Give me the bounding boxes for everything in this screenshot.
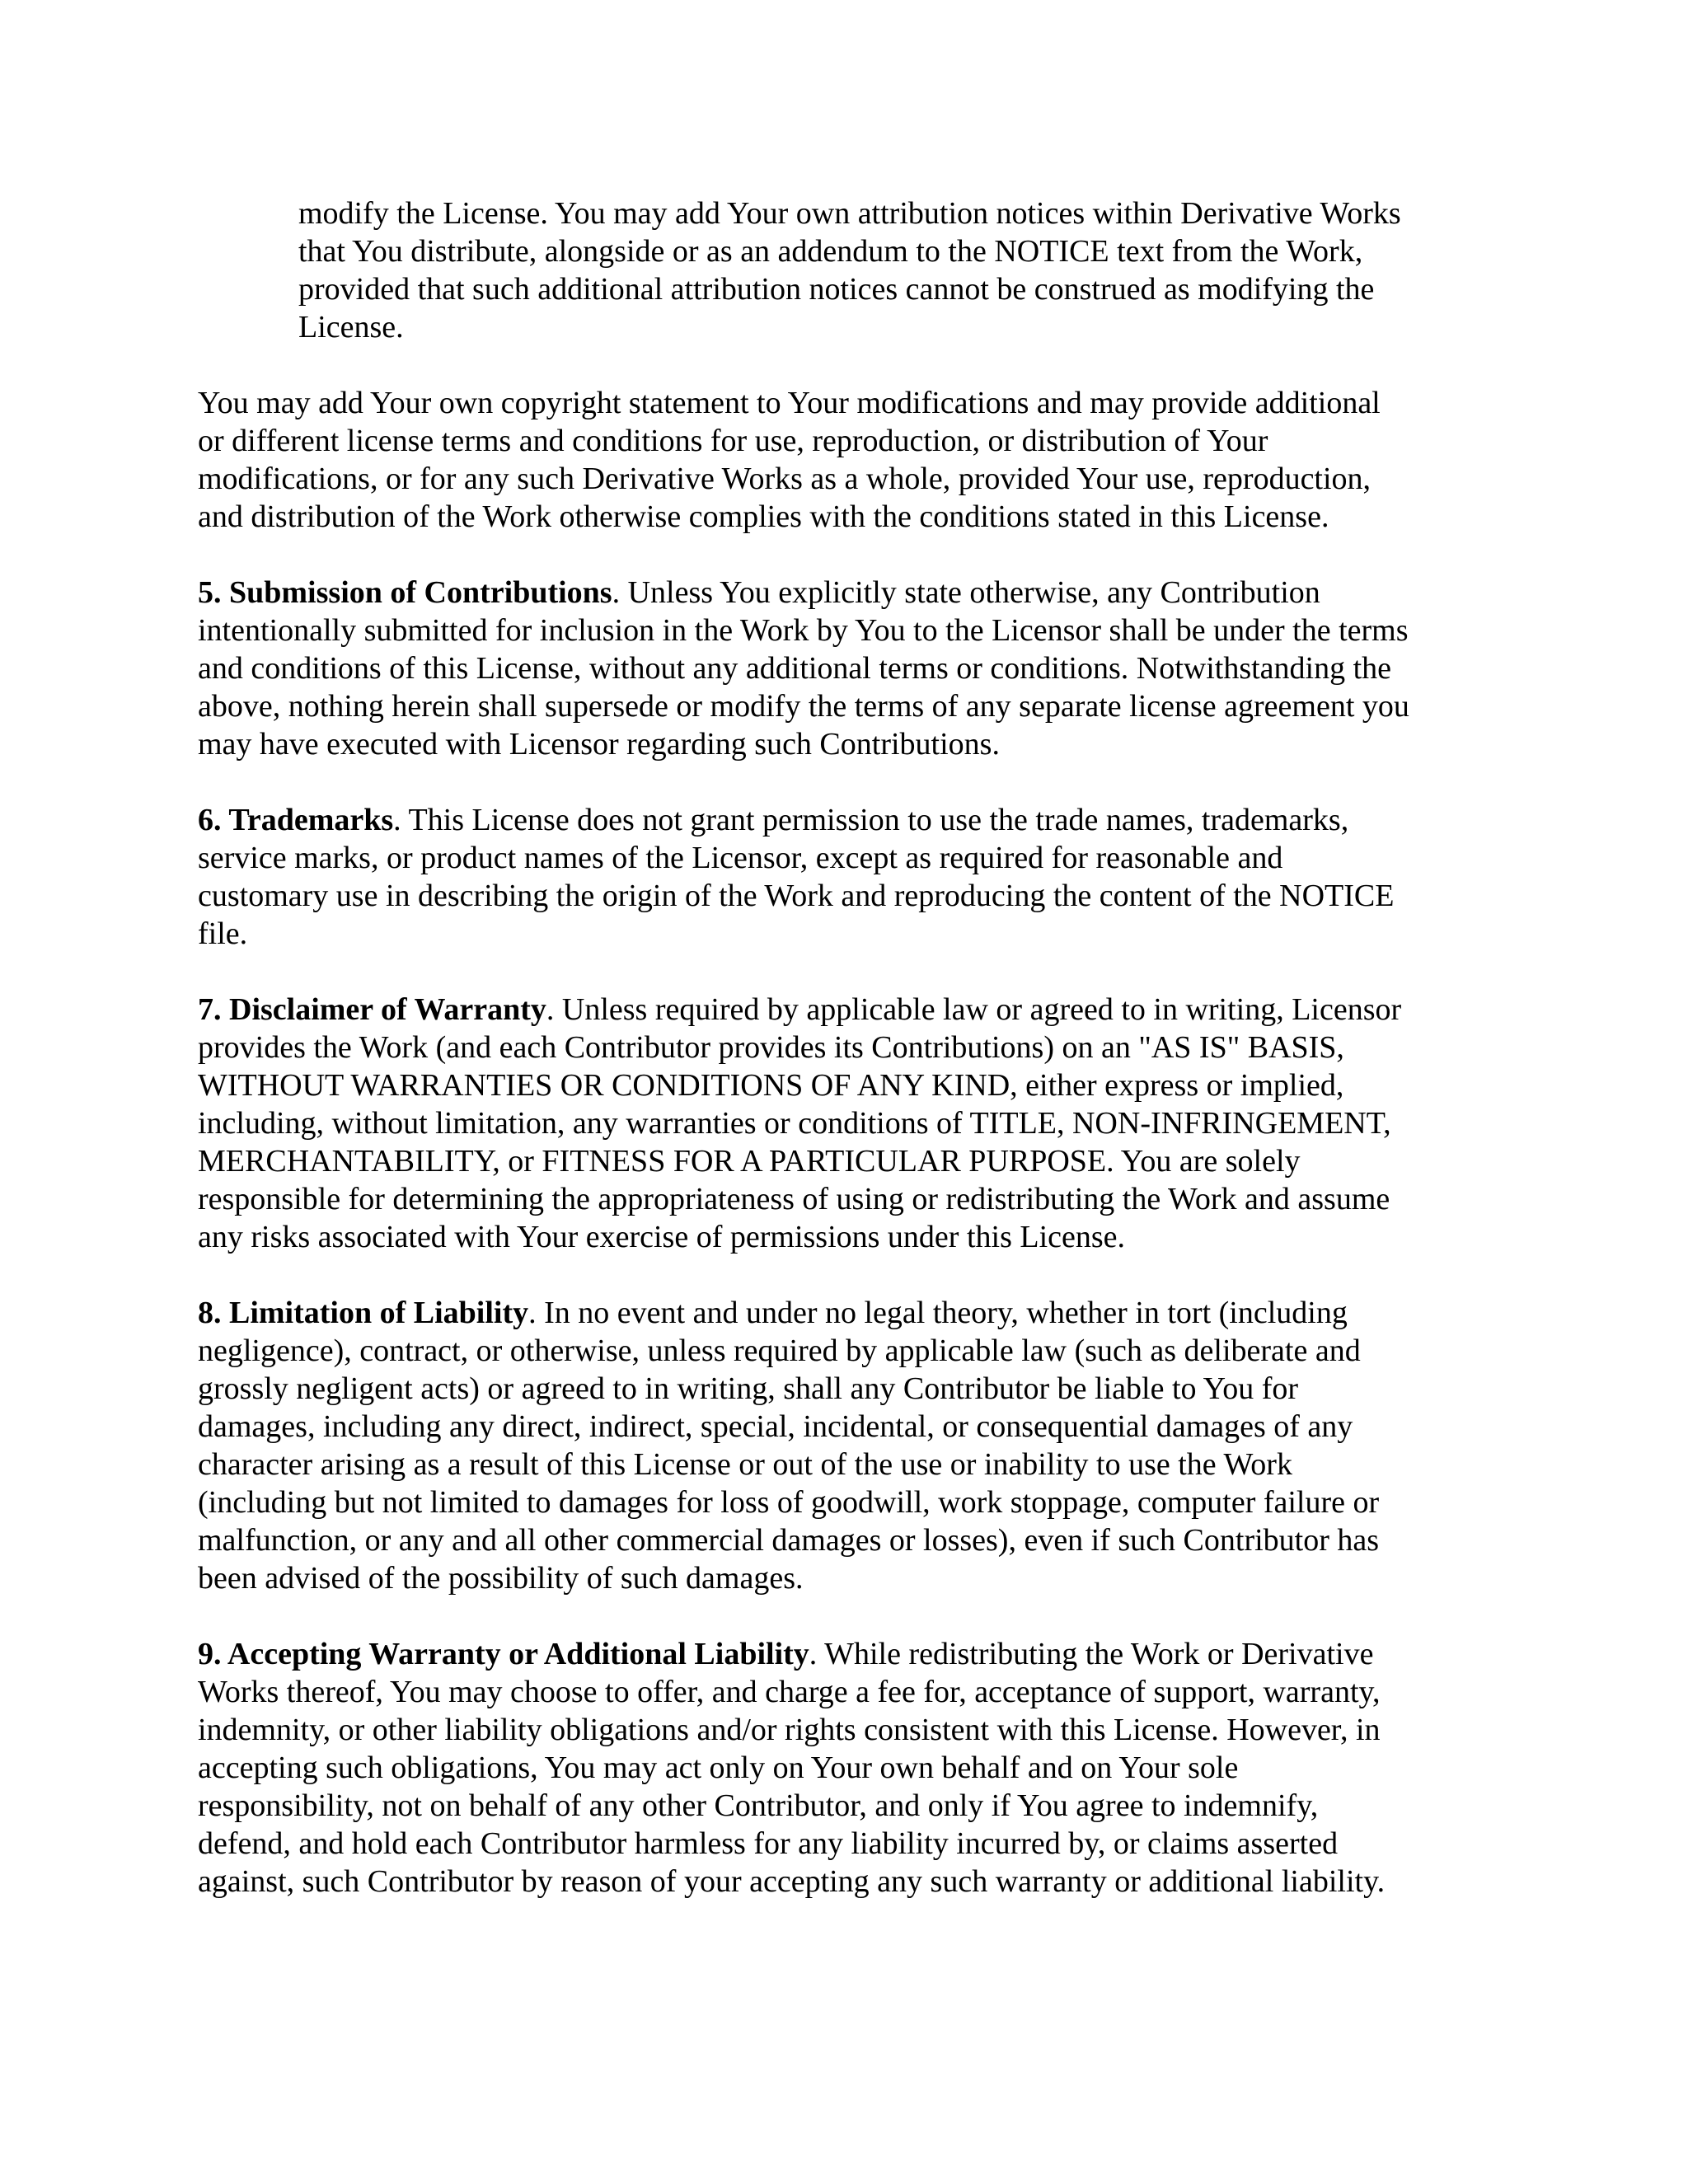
paragraph-line: may have executed with Licensor regarding such Contributions.	[198, 727, 1000, 762]
section-5-submission-of-contributions	[198, 574, 1409, 763]
paragraph-line: indemnity, or other liability obligations and/or rights consistent with this License. However, in	[198, 1713, 1381, 1747]
paragraph-line: damages, including any direct, indirect, special, incidental, or consequential damages of any	[198, 1409, 1353, 1444]
paragraph-text: . While redistributing the Work or Derivative	[809, 1637, 1374, 1671]
section-8-limitation-of-liability	[198, 1294, 1379, 1597]
paragraph-line: WITHOUT WARRANTIES OR CONDITIONS OF ANY KIND, either express or implied,	[198, 1068, 1344, 1103]
paragraph-line: accepting such obligations, You may act only on Your own behalf and on Your sole	[198, 1750, 1239, 1785]
section-heading: 8. Limitation of Liability	[198, 1296, 529, 1330]
paragraph-line: any risks associated with Your exercise of permissions under this License.	[198, 1220, 1126, 1254]
paragraph-line: malfunction, or any and all other commercial damages or losses), even if such Contributor has	[198, 1523, 1380, 1558]
section-heading: 9. Accepting Warranty or Additional Liability	[198, 1637, 809, 1671]
paragraph-line	[198, 801, 1394, 839]
paragraph-line: grossly negligent acts) or agreed to in writing, shall any Contributor be liable to You for	[198, 1371, 1299, 1406]
paragraph-line: modifications, or for any such Derivative Works as a whole, provided Your use, reproduction,	[198, 462, 1372, 496]
paragraph-line: including, without limitation, any warranties or conditions of TITLE, NON-INFRINGEMENT,	[198, 1106, 1391, 1141]
paragraph-text: . Unless You explicitly state otherwise, any Contribution	[612, 575, 1320, 610]
section-6-trademarks	[198, 801, 1394, 953]
paragraph-line: License.	[298, 310, 404, 344]
indented-paragraph	[298, 194, 1401, 346]
paragraph-line	[198, 1294, 1379, 1332]
paragraph-line: modify the License. You may add Your own attribution notices within Derivative Works	[298, 196, 1401, 231]
paragraph-line: and conditions of this License, without any additional terms or conditions. Notwithstanding the	[198, 651, 1392, 686]
paragraph-text: . This License does not grant permission to use the trade names, trademarks,	[393, 803, 1349, 837]
paragraph-line: file.	[198, 916, 248, 951]
paragraph-line: provided that such additional attribution notices cannot be construed as modifying the	[298, 272, 1375, 307]
paragraph-line: You may add Your own copyright statement to Your modifications and may provide additional	[198, 386, 1381, 420]
paragraph-line	[198, 1635, 1385, 1673]
paragraph-text: . In no event and under no legal theory, whether in tort (including	[528, 1296, 1348, 1330]
paragraph-copyright-statement	[198, 384, 1381, 536]
paragraph-line: MERCHANTABILITY, or FITNESS FOR A PARTICULAR PURPOSE. You are solely	[198, 1144, 1301, 1179]
paragraph-line: service marks, or product names of the Licensor, except as required for reasonable and	[198, 841, 1283, 875]
paragraph-line	[198, 574, 1409, 612]
paragraph-line	[198, 991, 1401, 1029]
paragraph-line: against, such Contributor by reason of your accepting any such warranty or additional liability.	[198, 1864, 1386, 1899]
paragraph-line: customary use in describing the origin of the Work and reproducing the content of the NOTICE	[198, 879, 1395, 913]
paragraph-line: responsibility, not on behalf of any other Contributor, and only if You agree to indemnify,	[198, 1788, 1319, 1823]
paragraph-line: been advised of the possibility of such damages.	[198, 1561, 804, 1596]
paragraph-line: and distribution of the Work otherwise complies with the conditions stated in this License.	[198, 499, 1329, 534]
paragraph-line: that You distribute, alongside or as an addendum to the NOTICE text from the Work,	[298, 234, 1363, 269]
section-heading: 7. Disclaimer of Warranty	[198, 992, 546, 1027]
paragraph-line: or different license terms and conditions for use, reproduction, or distribution of Your	[198, 424, 1268, 458]
paragraph-line: defend, and hold each Contributor harmless for any liability incurred by, or claims asserted	[198, 1826, 1339, 1861]
section-7-disclaimer-of-warranty	[198, 991, 1401, 1256]
paragraph-line: above, nothing herein shall supersede or modify the terms of any separate license agreement you	[198, 689, 1409, 724]
section-heading: 6. Trademarks	[198, 803, 394, 837]
paragraph-line: negligence), contract, or otherwise, unless required by applicable law (such as deliberate and	[198, 1333, 1361, 1368]
paragraph-line: character arising as a result of this License or out of the use or inability to use the Work	[198, 1447, 1292, 1482]
paragraph-line: provides the Work (and each Contributor provides its Contributions) on an "AS IS" BASIS,	[198, 1030, 1344, 1065]
paragraph-text: . Unless required by applicable law or agreed to in writing, Licensor	[546, 992, 1402, 1027]
paragraph-line: responsible for determining the appropriateness of using or redistributing the Work and assume	[198, 1182, 1390, 1216]
paragraph-line: intentionally submitted for inclusion in the Work by You to the Licensor shall be under the terms	[198, 613, 1409, 648]
section-heading: 5. Submission of Contributions	[198, 575, 612, 610]
section-9-accepting-warranty	[198, 1635, 1385, 1900]
paragraph-line: Works thereof, You may choose to offer, and charge a fee for, acceptance of support, warranty,	[198, 1675, 1381, 1709]
paragraph-line: (including but not limited to damages for loss of goodwill, work stoppage, computer failure or	[198, 1485, 1380, 1520]
